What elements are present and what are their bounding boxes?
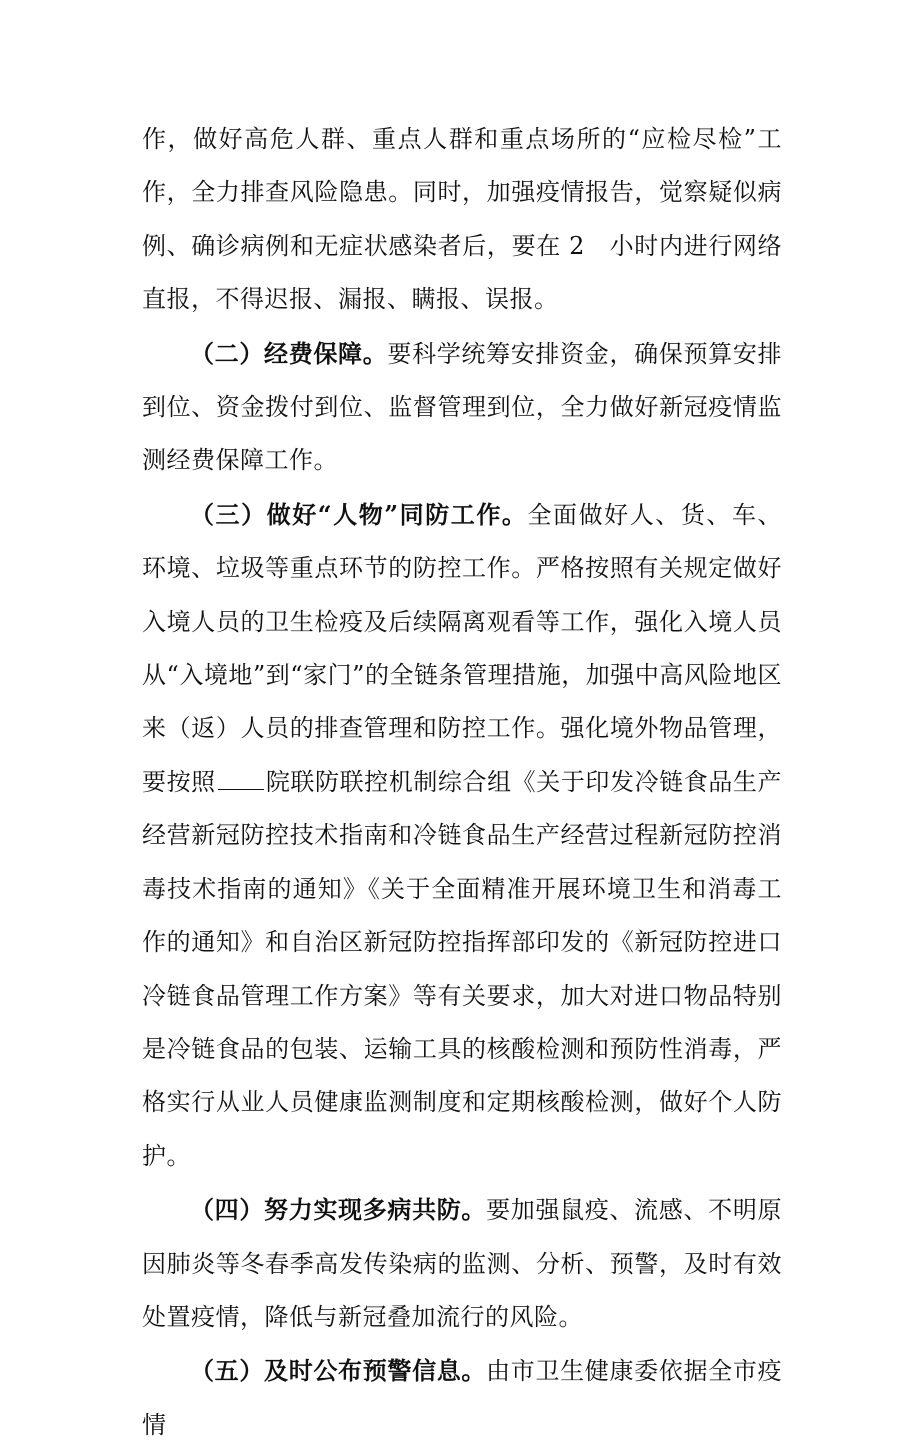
paragraph-body: 作，做好高危人群、重点人群和重点场所的“应检尽检”工作，全力排查风险隐患。同时，加强疫情报告，觉察疑似病例、确诊病例和无症状感染者后，要在 2 小时内进行网络直报，不得迟报、漏报、瞒报、误报。 — [142, 125, 782, 314]
paragraph-continuation — [142, 113, 782, 327]
blank-underline — [218, 769, 264, 790]
document-body — [142, 113, 782, 1452]
paragraph-warning-info — [142, 1344, 782, 1452]
paragraph-body: 由市卫生健康委依据全市疫情 — [142, 1357, 783, 1439]
paragraph-body-after-blank: 院联防联控机制综合组《关于印发冷链食品生产经营新冠防控技术指南和冷链食品生产经营过程新冠防控消毒技术指南的通知》《关于全面精准开展环境卫生和消毒工作的通知》和自治区新冠防控指挥部印发的《新冠防控进口冷链食品管理工作方案》等有关要求，加大对进口物品特别是冷链食品的包装、运输工具的核酸检测和预防性消毒，严格实行从业人员健康监测制度和定期核酸检测，做好个人防护。 — [142, 767, 782, 1170]
section-heading-funding: （二）经费保障。 — [190, 338, 388, 368]
paragraph-body: 要科学统筹安排资金，确保预算安排到位、资金拨付到位、监督管理到位，全力做好新冠疫情监测经费保障工作。 — [142, 339, 782, 475]
section-heading-multi-disease: （四）努力实现多病共防。 — [190, 1195, 487, 1225]
paragraph-people-goods — [142, 488, 782, 1183]
paragraph-funding — [142, 327, 782, 488]
section-heading-warning-info: （五）及时公布预警信息。 — [190, 1356, 487, 1386]
paragraph-body: 要加强鼠疫、流感、不明原因肺炎等冬春季高发传染病的监测、分析、预警，及时有效处置疫情，降低与新冠叠加流行的风险。 — [142, 1196, 783, 1331]
paragraph-multi-disease — [142, 1183, 782, 1344]
paragraph-body-before-blank: 全面做好人、货、车、环境、垃圾等重点环节的防控工作。严格按照有关规定做好入境人员的卫生检疫及后续隔离观看等工作，强化入境人员从“入境地”到“家门”的全链条管理措施，加强中高风险地区来（返）人员的排查管理和防控工作。强化境外物品管理，要按照 — [142, 500, 783, 796]
section-heading-people-goods: （三）做好“人物”同防工作。 — [190, 499, 528, 529]
